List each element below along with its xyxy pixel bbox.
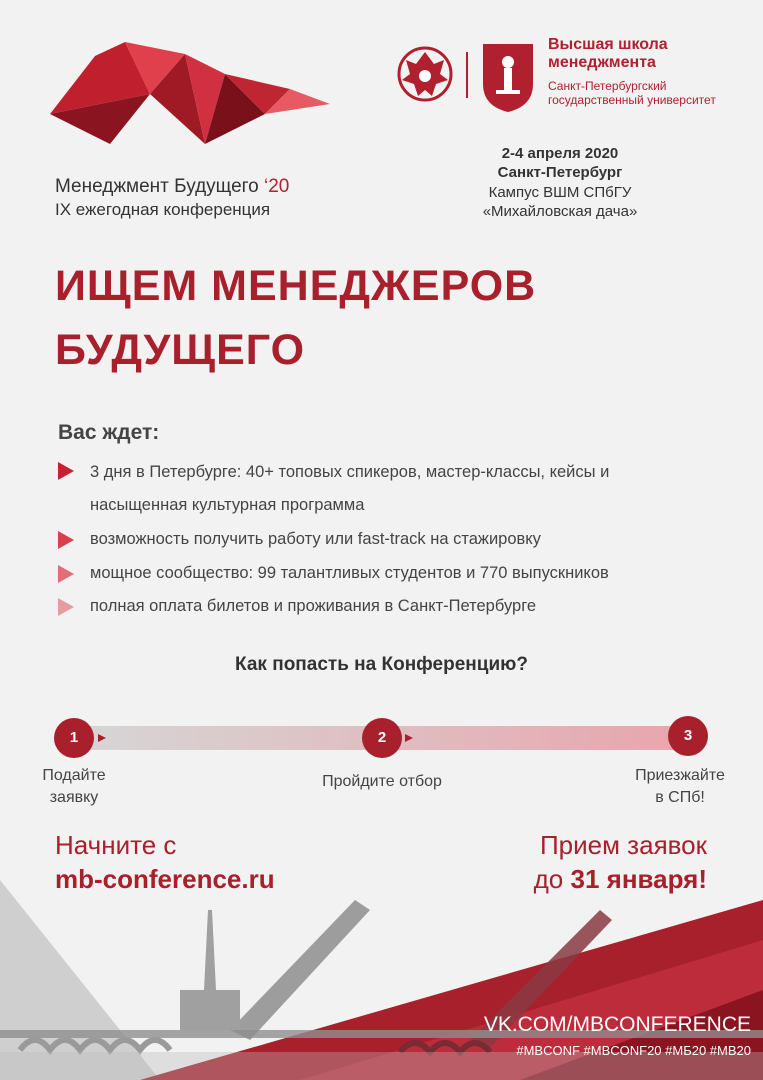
benefit-item: полная оплата билетов и проживания в Санкт-Петербурге	[90, 597, 537, 615]
hashtags: #MBCONF #MBCONF20 #MБ20 #MB20	[516, 1043, 751, 1058]
conference-title: Менеджмент Будущего ‘20	[55, 176, 290, 197]
cta-start: Начните с	[55, 830, 177, 860]
how-to-title: Как попасть на Конференцию?	[235, 654, 528, 675]
benefit-item: мощное сообщество: 99 талантливых студентов и 770 выпускников	[90, 564, 609, 582]
event-place: «Михайловская дача»	[482, 203, 638, 220]
conference-subtitle: IX ежегодная конференция	[55, 200, 271, 219]
benefits-title: Вас ждет:	[58, 421, 160, 444]
event-city: Санкт-Петербург	[497, 164, 623, 181]
step-circle: 3	[668, 716, 708, 756]
benefit-item: насыщенная культурная программа	[90, 496, 365, 514]
school-name: Высшая школа менеджмента	[548, 36, 668, 71]
bullet-arrow-icon	[58, 598, 74, 616]
step-label: Пройдите отбор	[322, 773, 442, 790]
bullet-arrow-icon	[58, 565, 74, 583]
event-campus: Кампус ВШМ СПбГУ	[488, 184, 632, 201]
bullet-arrow-icon	[58, 531, 74, 549]
vk-link[interactable]: VK.COM/MBCONFERENCE	[483, 1013, 751, 1036]
bullet-arrow-icon	[58, 462, 74, 480]
university-name: Санкт-Петербургский государственный университет	[548, 79, 716, 107]
university-emblem-icon	[388, 34, 544, 114]
website-link[interactable]: mb-conference.ru	[55, 864, 275, 894]
conference-year: ‘20	[264, 176, 290, 197]
benefit-item: возможность получить работу или fast-track на стажировку	[90, 530, 541, 548]
conference-logo-mark	[50, 34, 340, 164]
benefit-item: 3 дня в Петербурге: 40+ топовых спикеров, мастер-классы, кейсы и	[90, 463, 610, 481]
step-label: Приезжайте в СПб!	[635, 767, 725, 806]
step-label: Подайте заявку	[42, 767, 106, 806]
deadline-date: до 31 января!	[533, 864, 707, 894]
event-date: 2-4 апреля 2020	[501, 145, 619, 162]
step-circle: 1	[54, 718, 94, 758]
deadline-label: Прием заявок	[539, 830, 707, 860]
headline: ИЩЕМ МЕНЕДЖЕРОВ	[55, 262, 537, 310]
step-circle: 2	[362, 718, 402, 758]
headline: БУДУЩЕГО	[55, 326, 306, 374]
